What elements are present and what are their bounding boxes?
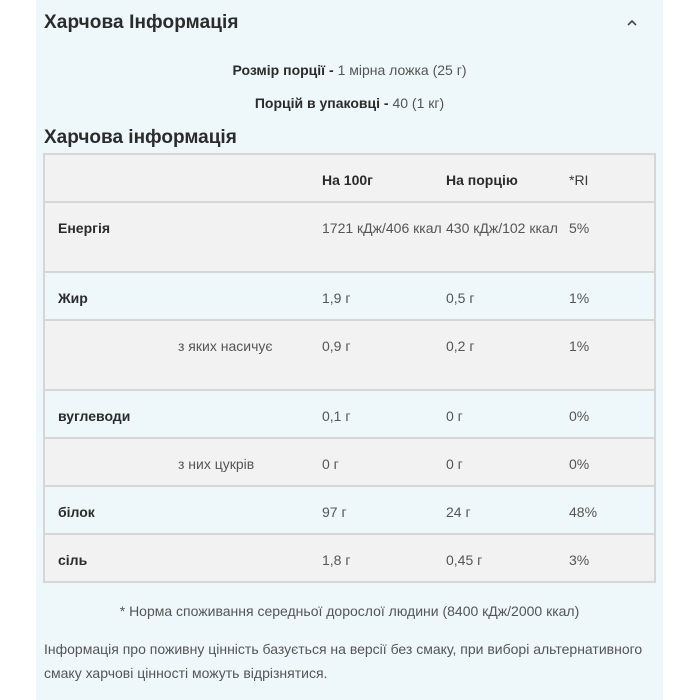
table-row bbox=[44, 272, 655, 320]
section-title: Харчова Інформація bbox=[44, 12, 239, 33]
serving-size bbox=[36, 62, 663, 78]
per100-value: 1721 кДж/406 ккал bbox=[322, 202, 446, 272]
nutrient-sub: з яких насичує bbox=[178, 320, 322, 390]
serving-size-label: Розмір порції bbox=[232, 62, 326, 78]
header-per100: На 100г bbox=[322, 154, 446, 202]
nutrient-name: Жир bbox=[44, 272, 178, 320]
nutrient-name: сіль bbox=[44, 534, 178, 582]
per-serving-value: 0 г bbox=[446, 438, 569, 486]
per-serving-value: 0,5 г bbox=[446, 272, 569, 320]
nutrient-name bbox=[44, 320, 178, 390]
per100-value: 0,9 г bbox=[322, 320, 446, 390]
table-title: Харчова інформація bbox=[44, 127, 237, 148]
serving-size-value: 1 мірна ложка (25 г) bbox=[337, 62, 467, 78]
nutrient-name bbox=[44, 438, 178, 486]
table-row bbox=[44, 390, 655, 438]
ri-value: 3% bbox=[569, 534, 655, 582]
table-header-row bbox=[44, 154, 655, 202]
separator: - bbox=[325, 62, 338, 78]
per100-value: 0 г bbox=[322, 438, 446, 486]
nutrient-name: Енергія bbox=[44, 202, 178, 272]
nutrient-sub bbox=[178, 202, 322, 272]
per100-value: 1,9 г bbox=[322, 272, 446, 320]
header-per-serving: На порцію bbox=[446, 154, 569, 202]
per-serving-value: 0,2 г bbox=[446, 320, 569, 390]
ri-value: 0% bbox=[569, 390, 655, 438]
ri-value: 5% bbox=[569, 202, 655, 272]
per-serving-value: 0,45 г bbox=[446, 534, 569, 582]
table-row bbox=[44, 486, 655, 534]
header-cell bbox=[178, 154, 322, 202]
accordion-header[interactable] bbox=[44, 10, 655, 40]
header-ri: *RI bbox=[569, 154, 655, 202]
per100-value: 0,1 г bbox=[322, 390, 446, 438]
nutrient-sub bbox=[178, 390, 322, 438]
table-row bbox=[44, 202, 655, 272]
servings-per-pack-value: 40 (1 кг) bbox=[392, 95, 445, 111]
ri-value: 1% bbox=[569, 272, 655, 320]
table-row bbox=[44, 534, 655, 582]
per-serving-value: 0 г bbox=[446, 390, 569, 438]
nutrition-table bbox=[43, 153, 656, 583]
flavour-disclaimer: Інформація про поживну цінність базується на версії без смаку, при виборі альтернативного смаку харчові цінності можуть відрізнятися. bbox=[44, 641, 643, 681]
servings-per-pack-label: Порцій в упаковці bbox=[254, 95, 380, 111]
ri-value: 0% bbox=[569, 438, 655, 486]
per100-value: 97 г bbox=[322, 486, 446, 534]
ri-footnote: * Норма споживання середньої дорослої людини (8400 кДж/2000 ккал) bbox=[119, 603, 580, 619]
per100-value: 1,8 г bbox=[322, 534, 446, 582]
table-row bbox=[44, 438, 655, 486]
nutrient-name: вуглеводи bbox=[44, 390, 178, 438]
separator: - bbox=[380, 95, 393, 111]
nutrient-sub bbox=[178, 534, 322, 582]
ri-value: 48% bbox=[569, 486, 655, 534]
per-serving-value: 24 г bbox=[446, 486, 569, 534]
nutrient-sub bbox=[178, 272, 322, 320]
ri-value: 1% bbox=[569, 320, 655, 390]
nutrient-sub bbox=[178, 486, 322, 534]
per-serving-value: 430 кДж/102 ккал bbox=[446, 202, 569, 272]
nutrition-panel bbox=[36, 0, 663, 700]
nutrient-sub: з них цукрів bbox=[178, 438, 322, 486]
header-cell bbox=[44, 154, 178, 202]
servings-per-pack bbox=[36, 95, 663, 111]
chevron-up-icon[interactable] bbox=[625, 16, 639, 30]
nutrient-name: білок bbox=[44, 486, 178, 534]
table-row bbox=[44, 320, 655, 390]
